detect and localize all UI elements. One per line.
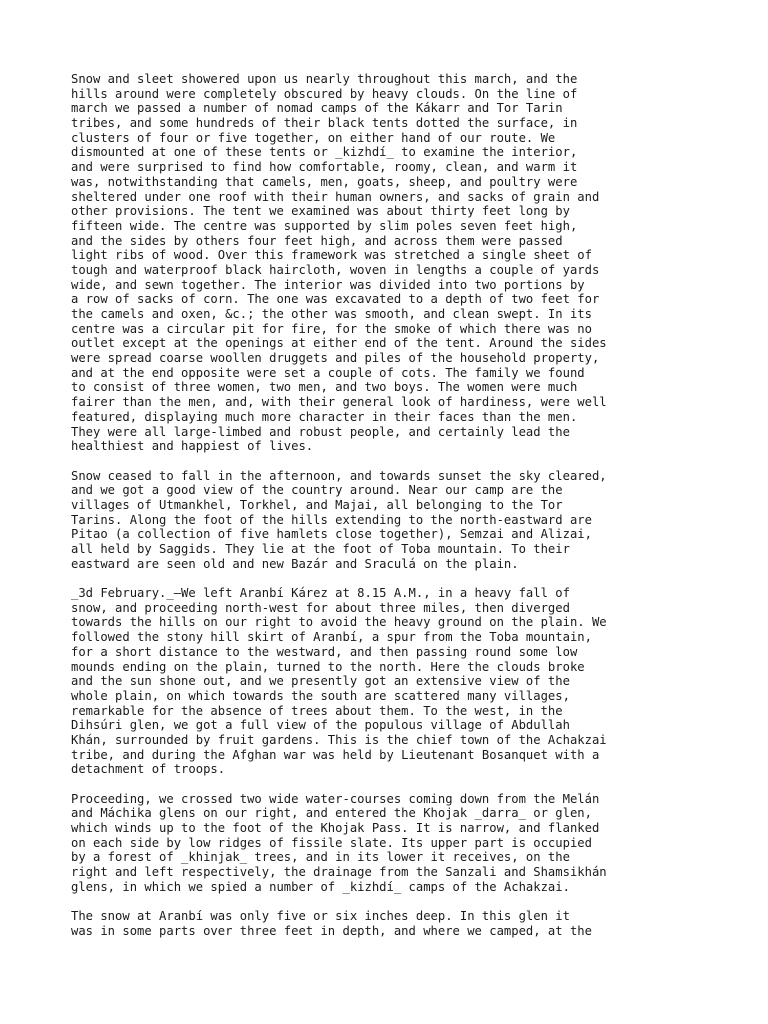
document-page (71, 72, 751, 953)
text-line: outlet except at the openings at either end of the tent. Around the sides (71, 336, 607, 351)
text-line: sheltered under one roof with their human owners, and sacks of grain and (71, 189, 600, 204)
text-line: tough and waterproof black haircloth, woven in lengths a couple of yards (71, 262, 600, 277)
text-line: Tarins. Along the foot of the hills extending to the north-eastward are (71, 512, 592, 527)
text-line: other provisions. The tent we examined was about thirty feet long by (71, 204, 570, 219)
text-line: and we got a good view of the country around. Near our camp are the (71, 483, 563, 498)
paragraph-4 (71, 792, 751, 895)
paragraph-3 (71, 586, 751, 777)
text-line: Khán, surrounded by fruit gardens. This is the chief town of the Achakzai (71, 732, 607, 747)
text-line: was, notwithstanding that camels, men, goats, sheep, and poultry were (71, 174, 578, 189)
text-line: to consist of three women, two men, and two boys. The women were much (71, 380, 578, 395)
text-line: detachment of troops. (71, 762, 226, 777)
text-line: tribes, and some hundreds of their black tents dotted the surface, in (71, 116, 578, 131)
text-line: and at the end opposite were set a couple of cots. The family we found (71, 365, 585, 380)
text-line: Pitao (a collection of five hamlets close together), Semzai and Alizai, (71, 527, 592, 542)
text-line: healthiest and happiest of lives. (71, 439, 314, 454)
text-line: which winds up to the foot of the Khojak Pass. It is narrow, and flanked (71, 821, 600, 836)
text-line: light ribs of wood. Over this framework was stretched a single sheet of (71, 248, 592, 263)
text-line: glens, in which we spied a number of _kizhdí_ camps of the Achakzai. (71, 879, 570, 894)
paragraph-1 (71, 72, 751, 454)
text-line: snow, and proceeding north-west for about three miles, then diverged (71, 600, 570, 615)
text-line: march we passed a number of nomad camps of the Kákarr and Tor Tarin (71, 101, 563, 116)
text-line: wide, and sewn together. The interior was divided into two portions by (71, 277, 585, 292)
text-line: a row of sacks of corn. The one was excavated to a depth of two feet for (71, 292, 600, 307)
text-line: and the sides by others four feet high, and across them were passed (71, 233, 563, 248)
text-line: right and left respectively, the drainage from the Sanzali and Shamsikhán (71, 865, 607, 880)
text-line: Proceeding, we crossed two wide water-courses coming down from the Melán (71, 791, 600, 806)
text-line: They were all large-limbed and robust people, and certainly lead the (71, 424, 570, 439)
text-line: dismounted at one of these tents or _kizhdí_ to examine the interior, (71, 145, 578, 160)
text-line: mounds ending on the plain, turned to the north. Here the clouds broke (71, 659, 585, 674)
paragraph-2 (71, 469, 751, 572)
text-line: The snow at Aranbí was only five or six inches deep. In this glen it (71, 909, 570, 924)
text-line: followed the stony hill skirt of Aranbí, a spur from the Toba mountain, (71, 630, 592, 645)
text-line: tribe, and during the Afghan war was held by Lieutenant Bosanquet with a (71, 747, 600, 762)
text-line: Snow and sleet showered upon us nearly throughout this march, and the (71, 72, 578, 86)
text-line: fairer than the men, and, with their general look of hardiness, were well (71, 395, 607, 410)
text-line: featured, displaying much more character in their faces than the men. (71, 409, 578, 424)
paragraph-5 (71, 909, 751, 938)
text-line: hills around were completely obscured by heavy clouds. On the line of (71, 86, 578, 101)
text-line: all held by Saggids. They lie at the foot of Toba mountain. To their (71, 542, 570, 556)
text-line: and were surprised to find how comfortable, roomy, clean, and warm it (71, 160, 578, 175)
text-line: centre was a circular pit for fire, for the smoke of which there was no (71, 321, 592, 336)
text-line: and the sun shone out, and we presently got an extensive view of the (71, 674, 570, 689)
text-line: and Máchika glens on our right, and entered the Khojak _darra_ or glen, (71, 806, 592, 821)
text-line: villages of Utmankhel, Torkhel, and Majai, all belonging to the Tor (71, 497, 563, 512)
text-line: eastward are seen old and new Bazár and Sraculá on the plain. (71, 556, 519, 571)
text-line: by a forest of _khinjak_ trees, and in its lower it receives, on the (71, 850, 570, 865)
text-line: Snow ceased to fall in the afternoon, and towards sunset the sky cleared, (71, 468, 607, 483)
text-line: _3d February._—We left Aranbí Kárez at 8.15 A.M., in a heavy fall of (71, 586, 570, 601)
text-line: on each side by low ridges of fissile slate. Its upper part is occupied (71, 835, 592, 850)
text-line: for a short distance to the westward, and then passing round some low (71, 644, 578, 659)
text-line: remarkable for the absence of trees about them. To the west, in the (71, 703, 563, 718)
text-line: the camels and oxen, &c.; the other was smooth, and clean swept. In its (71, 307, 592, 321)
text-line: whole plain, on which towards the south are scattered many villages, (71, 688, 570, 703)
text-line: Dihsúri glen, we got a full view of the populous village of Abdullah (71, 718, 570, 733)
text-line: was in some parts over three feet in depth, and where we camped, at the (71, 923, 592, 938)
text-line: clusters of four or five together, on either hand of our route. We (71, 130, 556, 145)
text-line: fifteen wide. The centre was supported by slim poles seven feet high, (71, 218, 578, 233)
text-line: towards the hills on our right to avoid the heavy ground on the plain. We (71, 615, 607, 630)
text-line: were spread coarse woollen druggets and piles of the household property, (71, 351, 600, 366)
